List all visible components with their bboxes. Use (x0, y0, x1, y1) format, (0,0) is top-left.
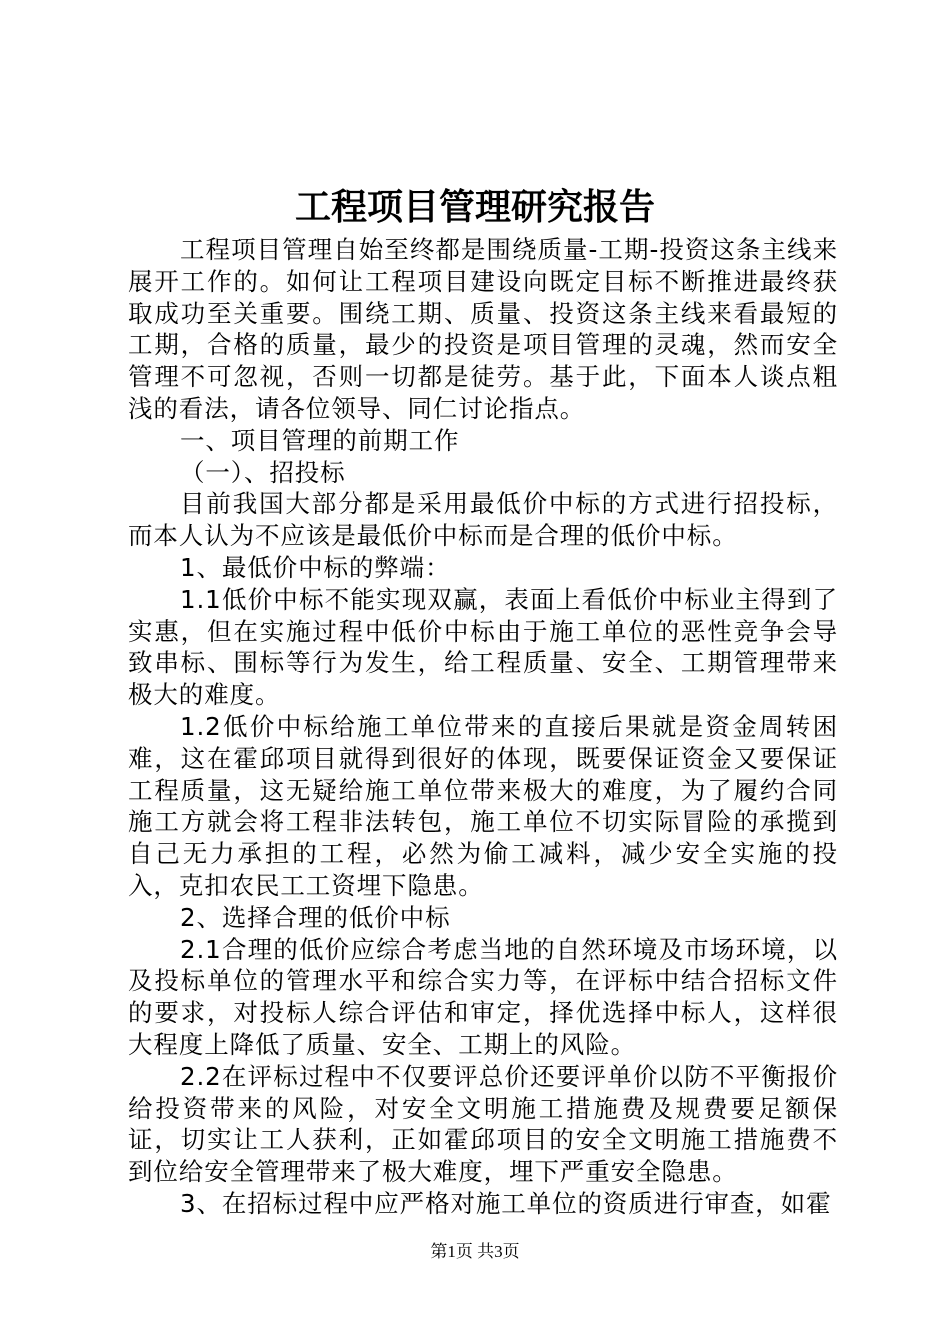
paragraph-2-2: 2.2在评标过程中不仅要评总价还要评单价以防不平衡报价给投资带来的风险，对安全文明施工措施费及规费要足额保证，切实让工人获利，正如霍邱项目的安全文明施工措施费不到位给安全管理带来了极大难度，埋下严重安全隐患。 (128, 1061, 838, 1187)
paragraph-intro: 工程项目管理自始至终都是围绕质量-工期-投资这条主线来展开工作的。如何让工程项目建设向既定目标不断推进最终获取成功至关重要。围绕工期、质量、投资这条主线来看最短的工期，合格的质量，最少的投资是项目管理的灵魂，然而安全管理不可忽视，否则一切都是徒劳。基于此，下面本人谈点粗浅的看法，请各位领导、同仁讨论指点。 (128, 235, 838, 423)
document-body (128, 234, 838, 1220)
subsection-heading-bidding: （一）、招投标 (180, 457, 346, 487)
paragraph-3: 3、在招标过程中应严格对施工单位的资质进行审查，如霍 (180, 1188, 832, 1218)
paragraph-1-2: 1.2低价中标给施工单位带来的直接后果就是资金周转困难，这在霍邱项目就得到很好的体现，既要保证资金又要保证工程质量，这无疑给施工单位带来极大的难度，为了履约合同施工方就会将工程非法转包，施工单位不切实际冒险的承揽到自己无力承担的工程，必然为偷工减料，减少安全实施的投入，克扣农民工工资埋下隐患。 (128, 711, 838, 900)
paragraph-2-1: 2.1合理的低价应综合考虑当地的自然环境及市场环境，以及投标单位的管理水平和综合实力等，在评标中结合招标文件的要求，对投标人综合评估和审定，择优选择中标人，这样很大程度上降低了质量、安全、工期上的风险。 (128, 934, 838, 1059)
page-footer: 第1页 共3页 (430, 1242, 520, 1261)
section-heading-1: 一、项目管理的前期工作 (180, 425, 460, 455)
paragraph-1-1: 1.1低价中标不能实现双赢，表面上看低价中标业主得到了实惠，但在实施过程中低价中标由于施工单位的恶性竞争会导致串标、围标等行为发生，给工程质量、安全、工期管理带来极大的难度。 (128, 584, 838, 710)
item-heading-2: 2、选择合理的低价中标 (180, 902, 451, 932)
paragraph-bidding-overview: 目前我国大部分都是采用最低价中标的方式进行招投标，而本人认为不应该是最低价中标而是合理的低价中标。 (128, 489, 838, 551)
item-heading-1: 1、最低价中标的弊端： (180, 552, 451, 582)
document-title: 工程项目管理研究报告 (294, 186, 655, 228)
